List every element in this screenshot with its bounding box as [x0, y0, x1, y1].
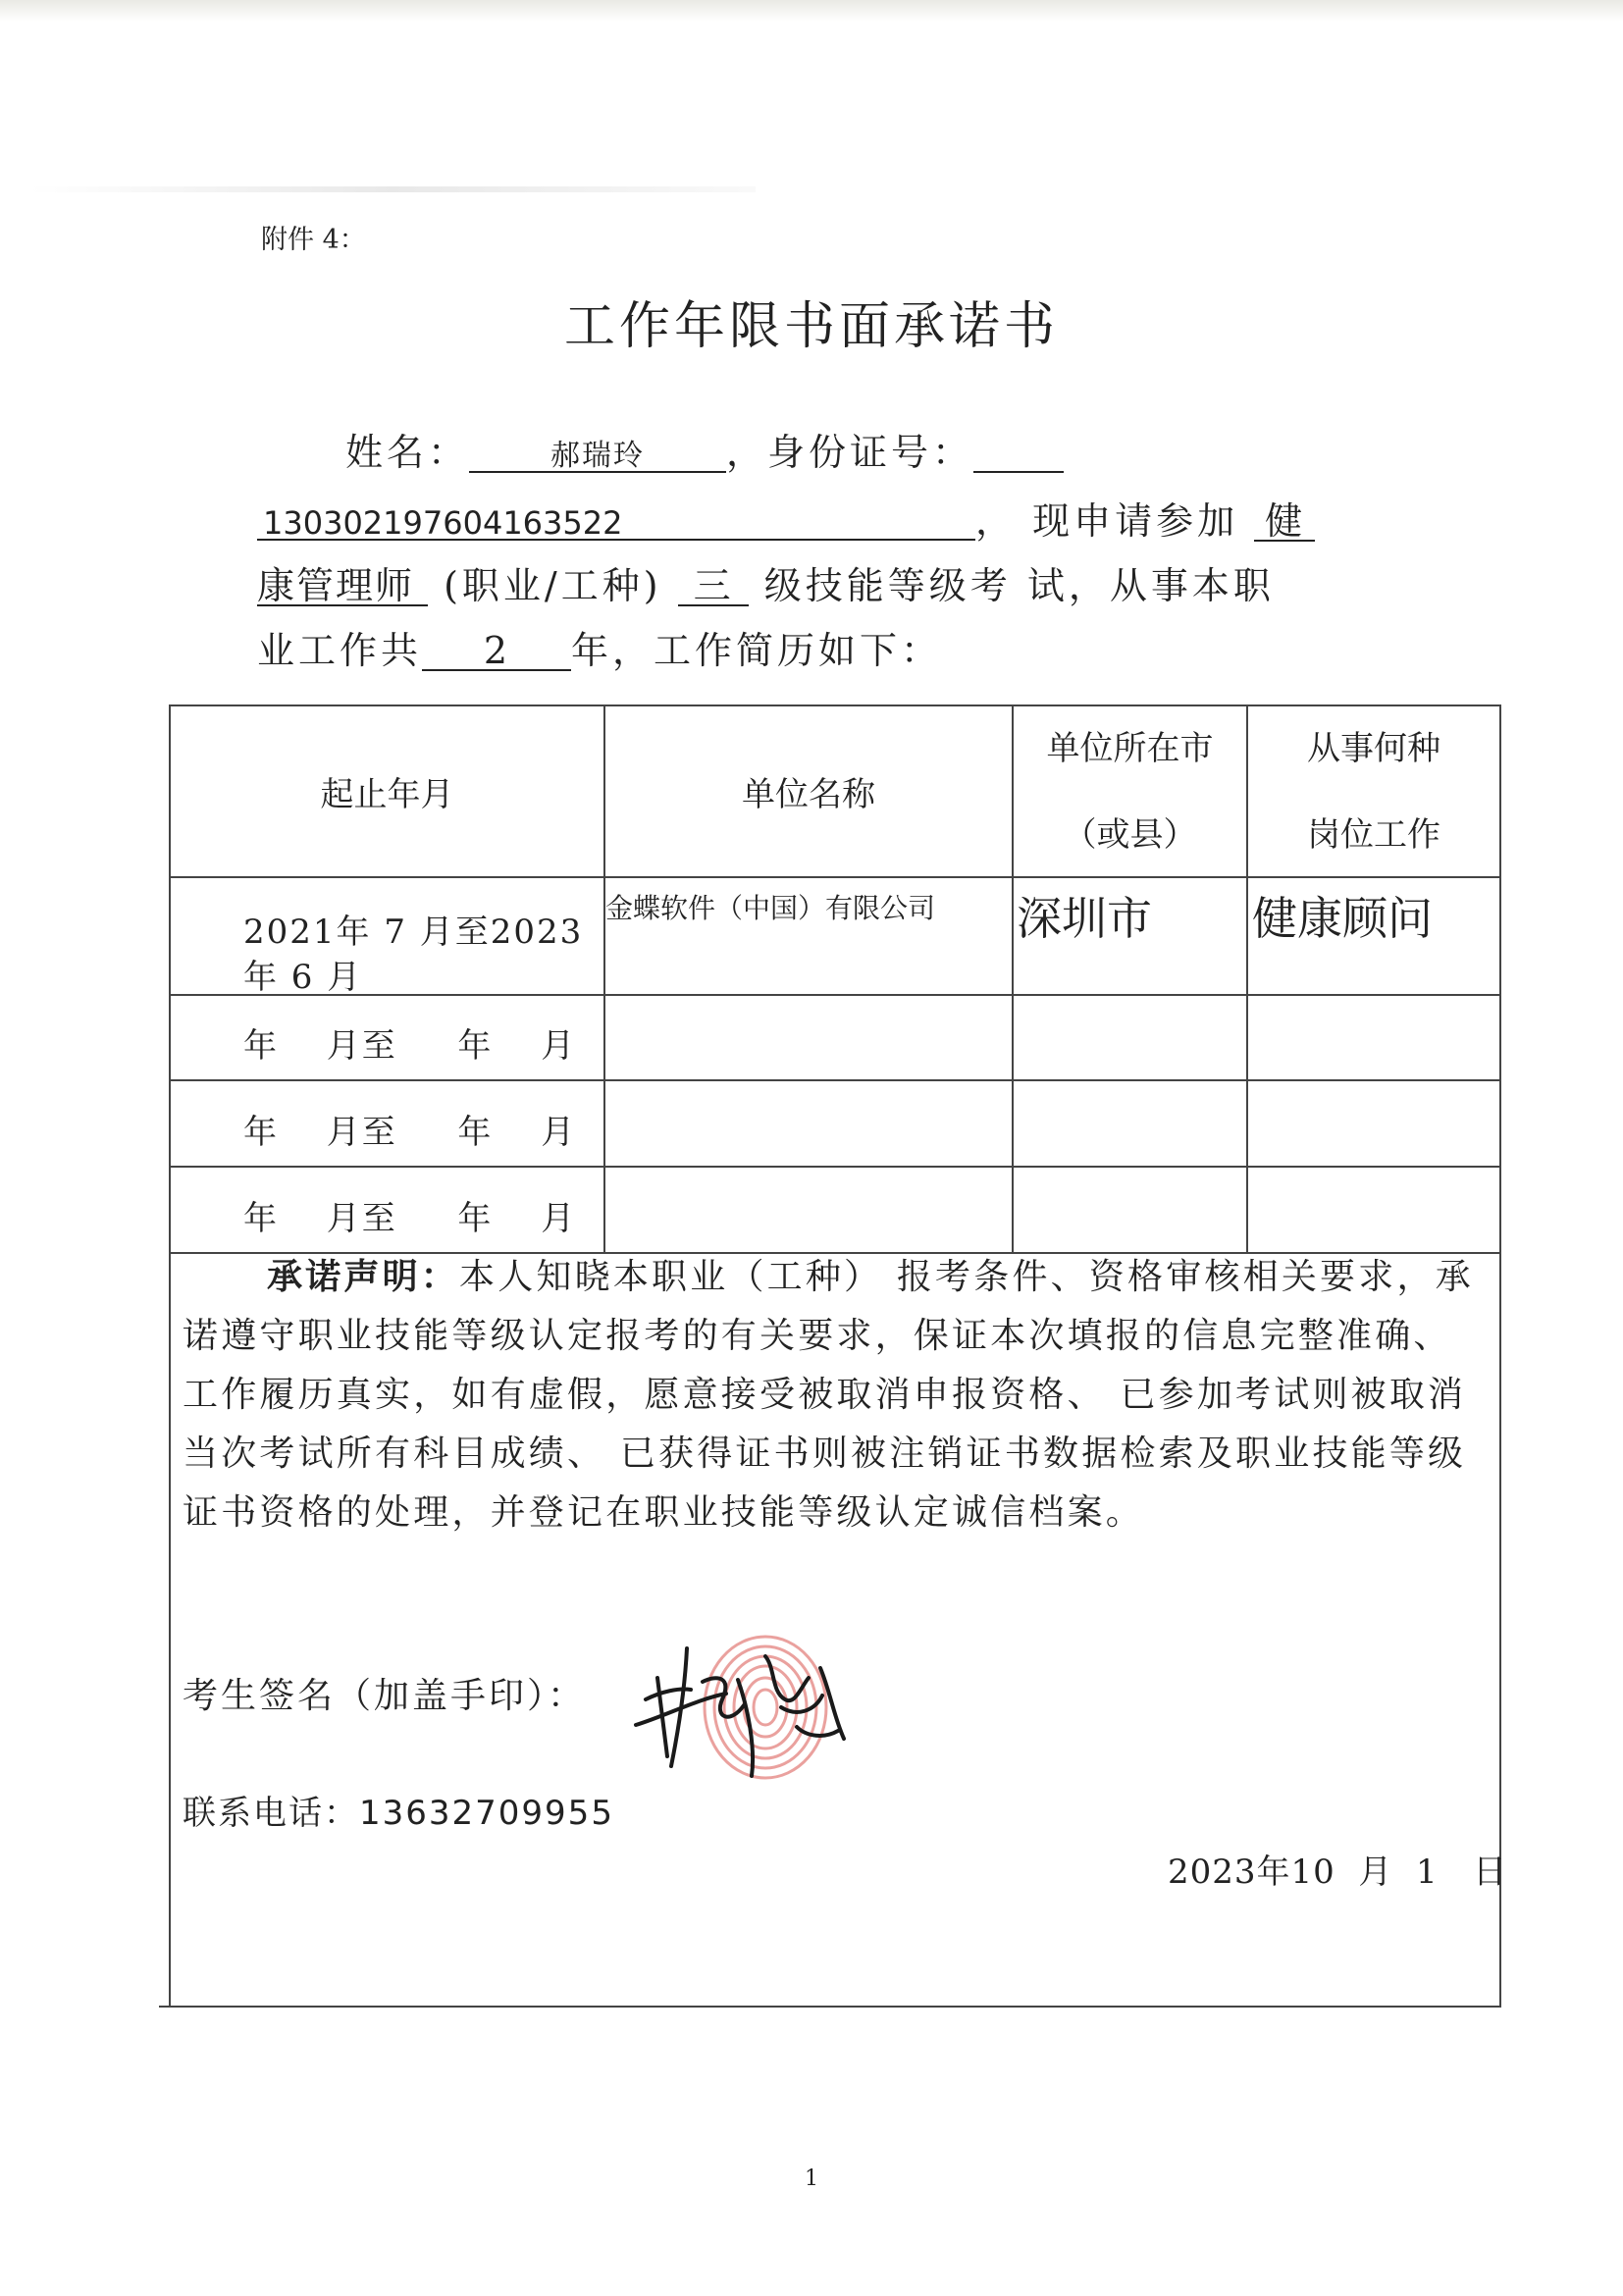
- intro-line-2: [257, 499, 1315, 543]
- phone-number: 13632709955: [359, 1794, 614, 1833]
- row4-period: 年 月至 年 月: [243, 1199, 577, 1238]
- level-suffix: 级技能等级考 试，从事本职: [763, 564, 1275, 607]
- header-unit: 单位名称: [742, 775, 875, 814]
- pledge-heading: 承诺声明：: [267, 1257, 460, 1297]
- signature-fingerprint-image: [628, 1609, 864, 1786]
- row1-period-line1: 2021年 7 月至2023: [243, 913, 584, 952]
- years-value: 2: [422, 632, 571, 671]
- intro-line-3: [257, 564, 1275, 607]
- level-value: 三: [678, 567, 749, 606]
- pledge-text: 本人知晓本职业（工种） 报考条件、资格审核相关要求，承诺遵守职业技能等级认定报考的有关要求，保证本次填报的信息完整准确、工作履历真实，如有虚假，愿意接受被取消申报资格、 已参加考试则被取消当次考试所有科目成绩、 已获得证书则被注销证书数据检索及职业技能等级证书资格的处理，并登记在职业技能等级认定诚信档案。: [183, 1257, 1474, 1533]
- years-suffix: 年，工作简历如下：: [571, 629, 943, 672]
- row1-job: 健康顾问: [1252, 892, 1433, 945]
- header-city: [1014, 706, 1246, 876]
- document-title: 工作年限书面承诺书: [563, 297, 1059, 356]
- occupation-part1: 健: [1254, 502, 1315, 542]
- row2-period: 年 月至 年 月: [243, 1026, 577, 1066]
- intro-line-1: [345, 431, 1064, 474]
- attachment-label: 附件 4：: [261, 225, 366, 255]
- row1-period-line2: 年 6 月: [243, 958, 363, 997]
- id-label: ，身份证号：: [726, 431, 974, 474]
- row3-period: 年 月至 年 月: [243, 1113, 577, 1152]
- sign-date: 2023年10 月 1 日: [1168, 1852, 1508, 1892]
- apply-text: ， 现申请参加: [975, 499, 1239, 543]
- page-number: 1: [805, 2166, 818, 2191]
- pledge-statement: [183, 1248, 1478, 1542]
- row1-city: 深圳市: [1017, 892, 1152, 945]
- signature-label: 考生签名（加盖手印）：: [183, 1676, 587, 1716]
- name-label: 姓名：: [345, 431, 470, 474]
- id-number: 130302197604163522: [257, 507, 975, 541]
- header-city-line2: （或县）: [1063, 814, 1197, 855]
- header-job: [1248, 706, 1499, 876]
- header-job-line1: 从事何种: [1307, 728, 1440, 768]
- header-job-line2: 岗位工作: [1307, 814, 1440, 855]
- years-prefix: 业工作共: [257, 629, 423, 672]
- id-blank: [973, 434, 1064, 473]
- scan-artifact: [29, 186, 756, 192]
- occupation-kind: (职业/工种): [444, 564, 662, 607]
- name-value: 郝瑞玲: [469, 442, 726, 473]
- phone-label: 联系电话：: [183, 1794, 359, 1833]
- row1-unit: 金蝶软件（中国）有限公司: [605, 892, 936, 924]
- header-city-line1: 单位所在市: [1046, 728, 1214, 768]
- occupation-part2: 康管理师: [257, 567, 428, 606]
- intro-line-4: [257, 629, 943, 672]
- scan-top-shade: [0, 0, 1623, 22]
- contact-phone: [183, 1786, 614, 1834]
- header-period: 起止年月: [320, 775, 454, 814]
